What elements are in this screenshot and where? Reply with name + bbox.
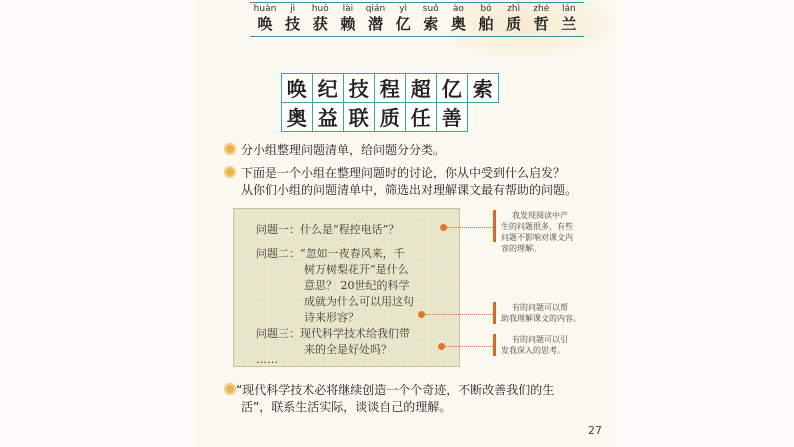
vocab-character: 兰	[561, 15, 577, 33]
side-note-2-line1: 有的问题可以帮	[512, 303, 568, 312]
question-2-line1: 问题二：“忽如一夜春风来，千	[256, 247, 405, 260]
grid-character: 善	[436, 102, 469, 133]
vocab-item	[252, 4, 278, 33]
side-note-1-line4: 容的理解。	[501, 244, 541, 253]
vocab-pinyin: zhé	[533, 4, 550, 14]
side-note-3-line1: 有的问题可以引	[512, 335, 568, 344]
vocab-pinyin: huò	[311, 4, 329, 14]
vocab-item	[473, 4, 499, 33]
connector-line	[447, 227, 493, 228]
connector-dot	[438, 343, 445, 350]
vocab-item	[528, 4, 554, 33]
vocab-character: 唤	[257, 15, 273, 33]
grid-character: 程	[374, 73, 407, 104]
side-note-2-line2: 助我理解课文的内容。	[501, 314, 581, 323]
vocab-character: 获	[312, 15, 328, 33]
side-note-1-line3: 问题不影响对课文内	[501, 233, 573, 242]
vocab-pinyin-row	[252, 4, 582, 33]
vocab-character: 舶	[478, 15, 494, 33]
vocab-item	[418, 4, 444, 33]
grid-character: 益	[312, 102, 345, 133]
bullet-icon	[224, 383, 236, 395]
vocab-character: 索	[423, 15, 439, 33]
instruction-2-line1: 下面是一个小组在整理问题时的讨论，你从中受到什么启发？	[241, 166, 566, 180]
side-note-1-line2: 生的问题很多，有些	[501, 222, 573, 231]
vocab-item	[363, 4, 389, 33]
vocab-pinyin: yì	[399, 4, 408, 14]
grid-character: 纪	[312, 73, 345, 104]
pinyin-top-rule	[250, 2, 584, 3]
vocab-character: 潜	[367, 15, 383, 33]
callout-bar	[493, 302, 496, 324]
question-2-line2: 树万树梨花开”是什么	[304, 263, 409, 276]
vocab-character: 质	[506, 15, 522, 33]
connector-line	[425, 314, 493, 315]
vocab-pinyin: huàn	[253, 4, 277, 14]
question-3-line1: 问题三：现代科学技术给我们带	[256, 327, 410, 340]
grid-character: 质	[374, 102, 407, 133]
question-2-line4: 成就为什么可以用这句	[304, 295, 414, 308]
question-1: 问题一：什么是“程控电话”？	[256, 223, 400, 236]
side-note-1-line1: 我发现阅读中产	[512, 211, 568, 220]
vocab-character: 奥	[450, 15, 466, 33]
vocab-pinyin: qián	[365, 4, 386, 14]
vocab-pinyin: suǒ	[422, 4, 439, 14]
grid-character: 唤	[281, 73, 314, 104]
question-2-line5: 诗来形容？	[304, 311, 359, 324]
callout-bar	[493, 210, 496, 242]
instruction-3-line1: “现代科学技术必将继续创造一个个奇迹，不断改善我们的生	[236, 383, 555, 397]
bullet-icon	[224, 166, 236, 178]
vocab-item	[307, 4, 333, 33]
bullet-icon	[224, 143, 236, 155]
vocab-item	[501, 4, 527, 33]
instruction-2-line2: 从你们小组的问题清单中，筛选出对理解课文最有帮助的问题。	[241, 183, 578, 197]
vocab-character: 赖	[340, 15, 356, 33]
grid-character	[467, 102, 500, 133]
grid-character: 技	[343, 73, 376, 104]
vocab-character: 亿	[395, 15, 411, 33]
grid-character: 超	[405, 73, 438, 104]
vocab-pinyin: lán	[562, 4, 576, 14]
vocab-item	[445, 4, 471, 33]
instruction-1: 分小组整理问题清单，给问题分分类。	[241, 143, 446, 157]
pinyin-bottom-rule	[250, 36, 584, 37]
question-3-line2: 来的全是好处吗？	[304, 343, 392, 356]
vocab-pinyin: lài	[342, 4, 354, 14]
vocab-item	[280, 4, 306, 33]
vocab-character: 哲	[533, 15, 549, 33]
grid-character: 亿	[436, 73, 469, 104]
side-note-3-line2: 发我深入的思考。	[501, 346, 565, 355]
vocab-item	[390, 4, 416, 33]
more-ellipsis: ……	[256, 353, 278, 366]
vocab-pinyin: ào	[452, 4, 464, 14]
grid-character: 奥	[281, 102, 314, 133]
connector-dot	[440, 224, 447, 231]
instruction-3-line2: 活”，联系生活实际，谈谈自己的理解。	[241, 400, 452, 414]
grid-character: 联	[343, 102, 376, 133]
vocab-character: 技	[285, 15, 301, 33]
question-2-line3: 意思？ 20世纪的科学	[304, 279, 410, 292]
writing-grid	[282, 74, 499, 132]
connector-line	[445, 346, 493, 347]
callout-bar	[493, 334, 496, 356]
vocab-item	[556, 4, 582, 33]
vocab-pinyin: zhì	[507, 4, 521, 14]
grid-character: 任	[405, 102, 438, 133]
connector-dot	[418, 311, 425, 318]
vocab-pinyin: jì	[290, 4, 296, 14]
grid-character: 索	[467, 73, 500, 104]
vocab-item	[335, 4, 361, 33]
page-number: 27	[588, 424, 602, 437]
vocab-pinyin: bó	[480, 4, 492, 14]
notebook-image	[233, 208, 460, 367]
